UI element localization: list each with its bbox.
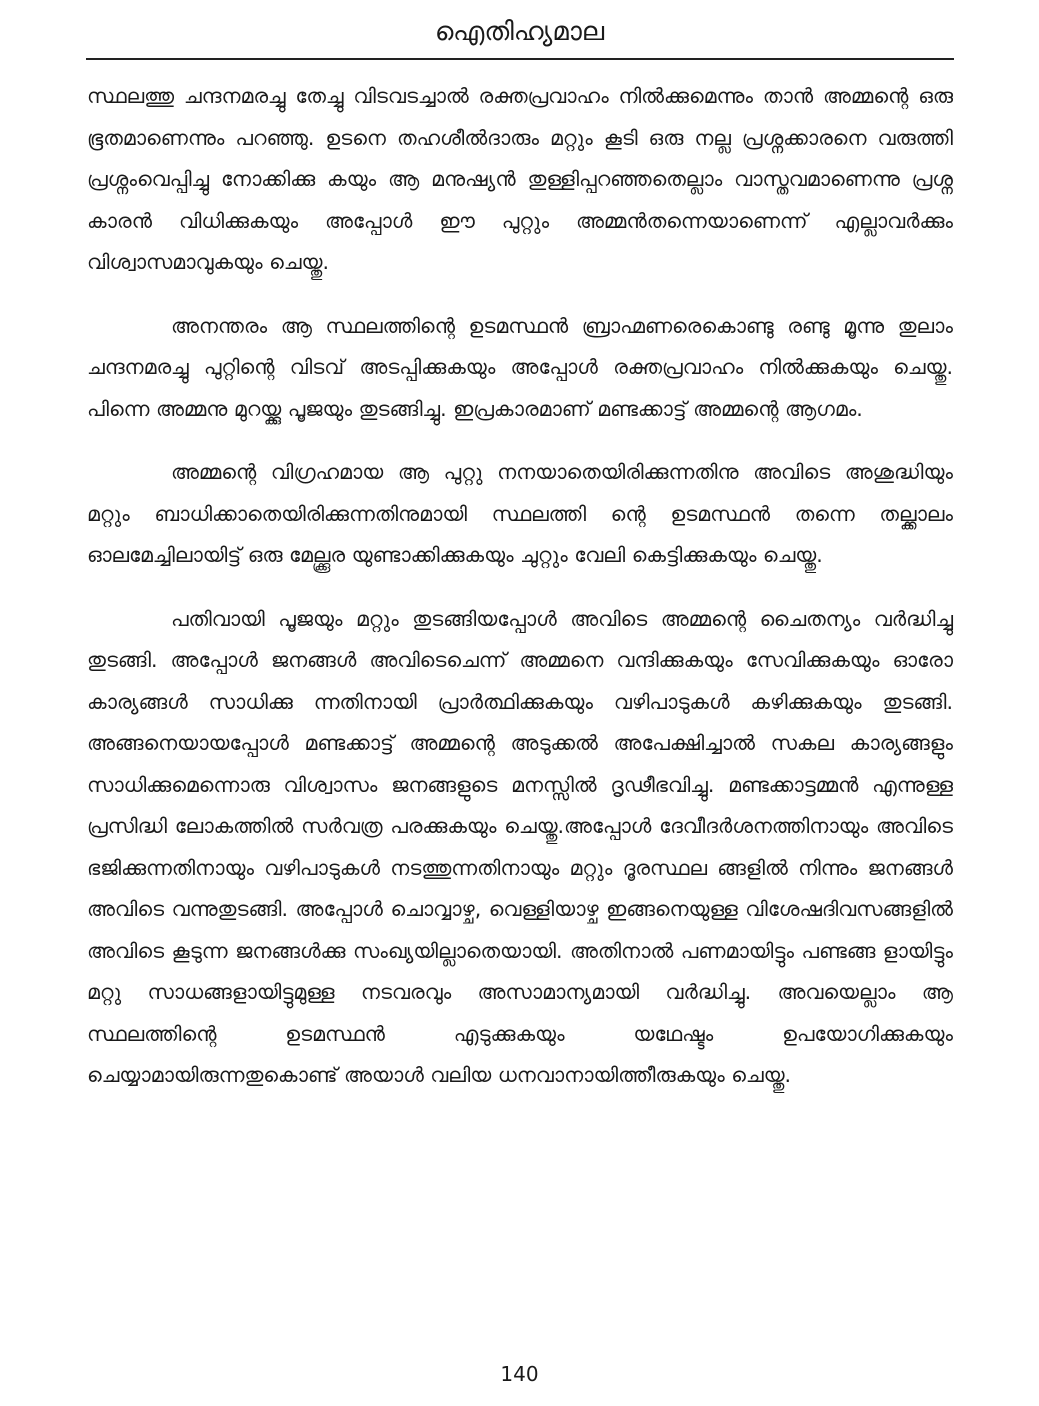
paragraph-continued: സ്ഥലത്തു ചന്ദനമരച്ചു തേച്ചു വിടവടച്ചാൽ രക്തപ്രവാഹം നിൽക്കുമെന്നും താൻ അമ്മന്റെ ഒരു ഭൂതമാണെന്നും പറഞ്ഞു. ഉടനെ തഹശീൽദാരും മറ്റും കൂടി ഒരു നല്ല പ്രശ്നക്കാരനെ വരുത്തി പ്രശ്നംവെപ്പിച്ചു നോക്കിക്കു കയും ആ മനുഷ്യൻ തുള്ളിപ്പറഞ്ഞതെല്ലാം വാസ്തവമാണെന്നു പ്രശ്ന കാരൻ വിധിക്കുകയും അപ്പോൾ ഈ പുറ്റും അമ്മൻതന്നെയാണെന്ന് എല്ലാവർക്കും വിശ്വാസമാവുകയും ചെയ്തു. xyxy=(87,84,953,274)
running-header-title: ഐതിഹ്യമാല xyxy=(434,17,605,47)
page-number: 140 xyxy=(500,1362,539,1386)
body-text xyxy=(87,76,953,1119)
paragraph: അനന്തരം ആ സ്ഥലത്തിന്റെ ഉടമസ്ഥൻ ബ്രാഹ്മണരെകൊണ്ടു രണ്ടു മൂന്നു തുലാം ചന്ദനമരച്ചു പുറ്റിന്റെ വിടവ് അടപ്പിക്കുകയും അപ്പോൾ രക്തപ്രവാഹം നിൽക്കുകയും ചെയ്തു. പിന്നെ അമ്മനു മുറയ്ക്കു പൂജയും തുടങ്ങിച്ചു. ഇപ്രകാരമാണ് മണ്ടക്കാട്ട് അമ്മന്റെ ആഗമം. xyxy=(87,313,953,421)
paragraph: അമ്മന്റെ വിഗ്രഹമായ ആ പുറ്റു നനയാതെയിരിക്കുന്നതിനു അവിടെ അശുദ്ധിയും മറ്റും ബാധിക്കാതെയിരിക്കുന്നതിനുമായി സ്ഥലത്തി ന്റെ ഉടമസ്ഥൻ തന്നെ തല്ക്കാലം ഓലമേച്ചിലായിട്ട് ഒരു മേല്ക്കൂര യുണ്ടാക്കിക്കുകയും ചുറ്റും വേലി കെട്ടിക്കുകയും ചെയ്തു. xyxy=(87,460,953,567)
header-divider xyxy=(86,58,954,60)
paragraph: പതിവായി പൂജയും മറ്റും തുടങ്ങിയപ്പോൾ അവിടെ അമ്മന്റെ ചൈതന്യം വർദ്ധിച്ചു തുടങ്ങി. അപ്പോൾ ജനങ്ങൾ അവിടെചെന്ന് അമ്മനെ വന്ദിക്കുകയും സേവിക്കുകയും ഓരോ കാര്യങ്ങൾ സാധിക്കു ന്നതിനായി പ്രാർത്ഥിക്കുകയും വഴിപാടുകൾ കഴിക്കുകയും തുടങ്ങി. അങ്ങനെയായപ്പോൾ മണ്ടക്കാട്ട് അമ്മന്റെ അടുക്കൽ അപേക്ഷിച്ചാൽ സകല കാര്യങ്ങളും സാധിക്കുമെന്നൊരു വിശ്വാസം ജനങ്ങളുടെ മനസ്സിൽ ദൃഢീഭവിച്ചു. മണ്ടക്കാട്ടമ്മൻ എന്നുള്ള പ്രസിദ്ധി ലോകത്തിൽ സർവത്ര പരക്കുകയും ചെയ്തു.അപ്പോൾ ദേവീദർശനത്തിനായും അവിടെ ഭജിക്കുന്നതിനായും വഴിപാടുകൾ നടത്തുന്നതിനായും മറ്റും ദൂരസ്ഥല ങ്ങളിൽ നിന്നും ജനങ്ങൾ അവിടെ വന്നുതുടങ്ങി. അപ്പോൾ ചൊവ്വാഴ്ച, വെള്ളിയാഴ്ച ഇങ്ങനെയുള്ള വിശേഷദിവസങ്ങളിൽ അവിടെ കൂടുന്ന ജനങ്ങൾക്കു സംഖ്യയില്ലാതെയായി. അതിനാൽ പണമായിട്ടും പണ്ടങ്ങ ളായിട്ടും മറ്റു സാധങ്ങളായിട്ടുമുള്ള നടവരവും അസാമാന്യമായി വർദ്ധിച്ചു. അവയെല്ലാം ആ സ്ഥലത്തിന്റെ ഉടമസ്ഥൻ എടുക്കുകയും യഥേഷ്ടം ഉപയോഗിക്കുകയും ചെയ്യാമായിരുന്നതുകൊണ്ട് അയാൾ വലിയ ധനവാനായിത്തീരുകയും ചെയ്തു. xyxy=(87,606,953,1087)
